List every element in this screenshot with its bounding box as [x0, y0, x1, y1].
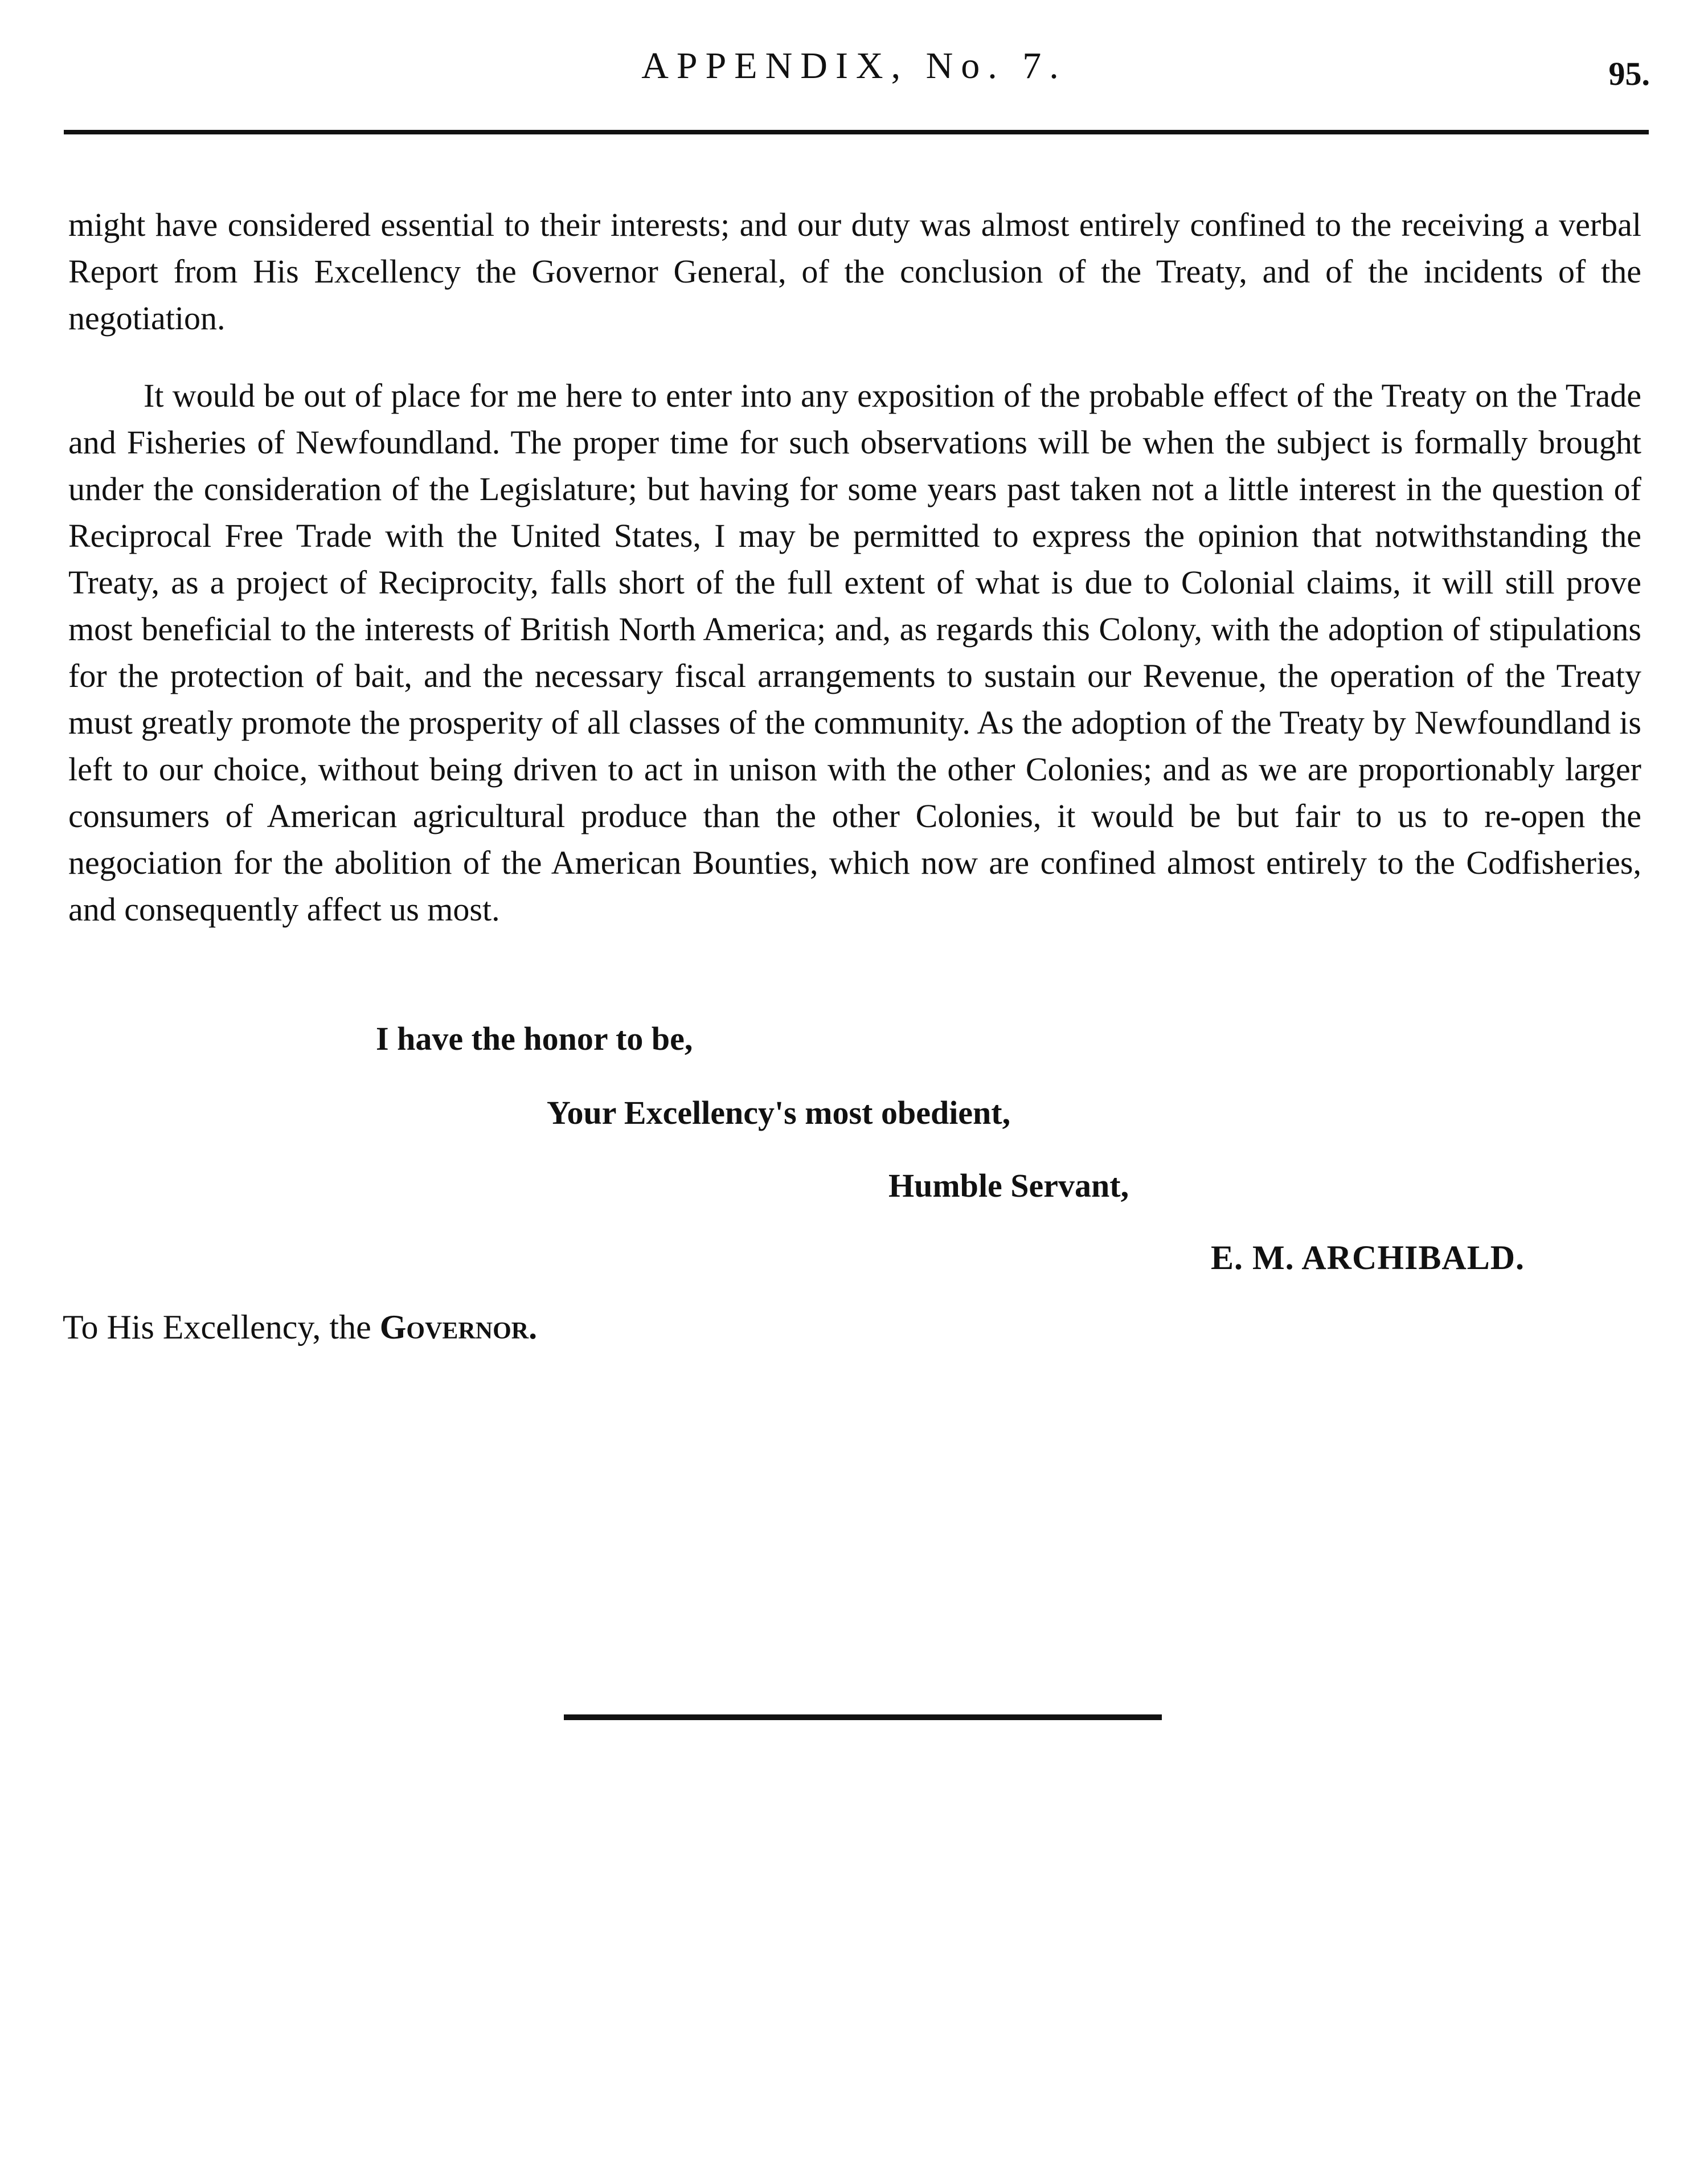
- closing-line-honor: I have the honor to be,: [376, 1020, 693, 1057]
- page-header-title: APPENDIX, No. 7.: [641, 45, 1067, 87]
- addressee-prefix: To His Excellency, the: [63, 1308, 380, 1346]
- closing-line-servant: Humble Servant,: [888, 1167, 1129, 1204]
- closing-line-obedient: Your Excellency's most obedient,: [547, 1094, 1011, 1131]
- footer-rule: [564, 1714, 1162, 1720]
- paragraph-treaty-opinion: It would be out of place for me here to enter into any exposition of the probable effect of the Treaty on the Trade and Fisheries of Newfoundland. The proper time for such observations will be when the subject is formally brought under the consideration of the Legislature; but having for some years past taken not a little interest in the question of Reciprocal Free Trade with the United States, I may be permitted to express the opinion that notwithstanding the Treaty, as a project of Reciprocity, falls short of the full extent of what is due to Colonial claims, it will still prove most beneficial to the interests of British North America; and, as regards this Colony, with the adoption of stipulations for the protection of bait, and the necessary fiscal arrangements to sustain our Revenue, the operation of the Treaty must greatly promote the prosperity of all classes of the community. As the adoption of the Treaty by Newfoundland is left to our choice, without being driven to act in unison with the other Colonies; and as we are proportionably larger consumers of American agricultural produce than the other Colonies, it would be but fair to us to re-open the negociation for the abolition of the American Bounties, which now are confined almost entirely to the Codfisheries, and consequently affect us most.: [68, 377, 1641, 928]
- paragraph-continuation: might have considered essential to their interests; and our duty was almost entirely confined to the receiving a verbal Report from His Excellency the Governor General, of the conclusion of the Treaty, and of the incidents of the negotiation.: [68, 206, 1641, 337]
- addressee-recipient: Governor.: [379, 1308, 538, 1346]
- addressee-line: [63, 1308, 537, 1347]
- header-rule: [64, 130, 1649, 134]
- page-number: 95.: [1608, 55, 1650, 92]
- signature: E. M. ARCHIBALD.: [1211, 1239, 1525, 1276]
